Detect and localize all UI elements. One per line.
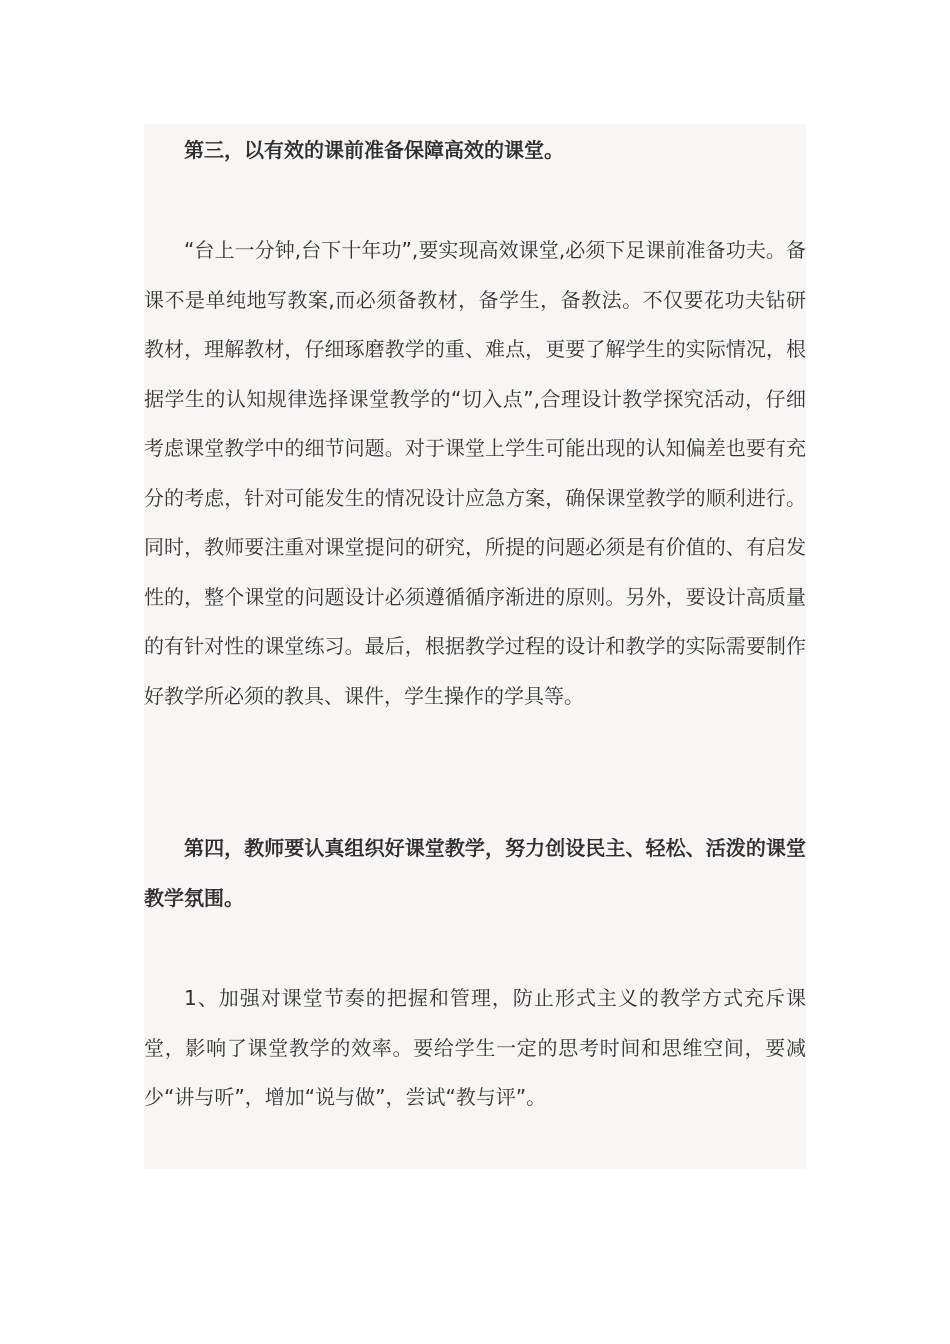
section-heading-fourth: 第四，教师要认真组织好课堂教学，努力创设民主、轻松、活泼的课堂教学氛围。 — [144, 836, 806, 910]
content-panel — [144, 124, 806, 1169]
paragraph-class-rhythm: 1、加强对课堂节奏的把握和管理，防止形式主义的教学方式充斥课堂，影响了课堂教学的效率。要给学生一定的思考时间和思维空间，要减少“讲与听”，增加“说与做”，尝试“教与评”。 — [144, 986, 806, 1109]
paragraph-lesson-preparation: “台上一分钟,台下十年功”,要实现高效课堂,必须下足课前准备功夫。备课不是单纯地写教案,而必须备教材，备学生，备教法。不仅要花功夫钻研教材，理解教材，仔细琢磨教学的重、难点，更要了解学生的实际情况，根据学生的认知规律选择课堂教学的“切入点”,合理设计教学探究活动，仔细考虑课堂教学中的细节问题。对于课堂上学生可能出现的认知偏差也要有充分的考虑，针对可能发生的情况设计应急方案，确保课堂教学的顺利进行。同时，教师要注重对课堂提问的研究，所提的问题必须是有价值的、有启发性的，整个课堂的问题设计必须遵循循序渐进的原则。另外，要设计高质量的有针对性的课堂练习。最后，根据教学过程的设计和教学的实际需要制作好教学所必须的教具、课件，学生操作的学具等。 — [144, 238, 806, 708]
section-heading-third: 第三，以有效的课前准备保障高效的课堂。 — [184, 138, 564, 162]
